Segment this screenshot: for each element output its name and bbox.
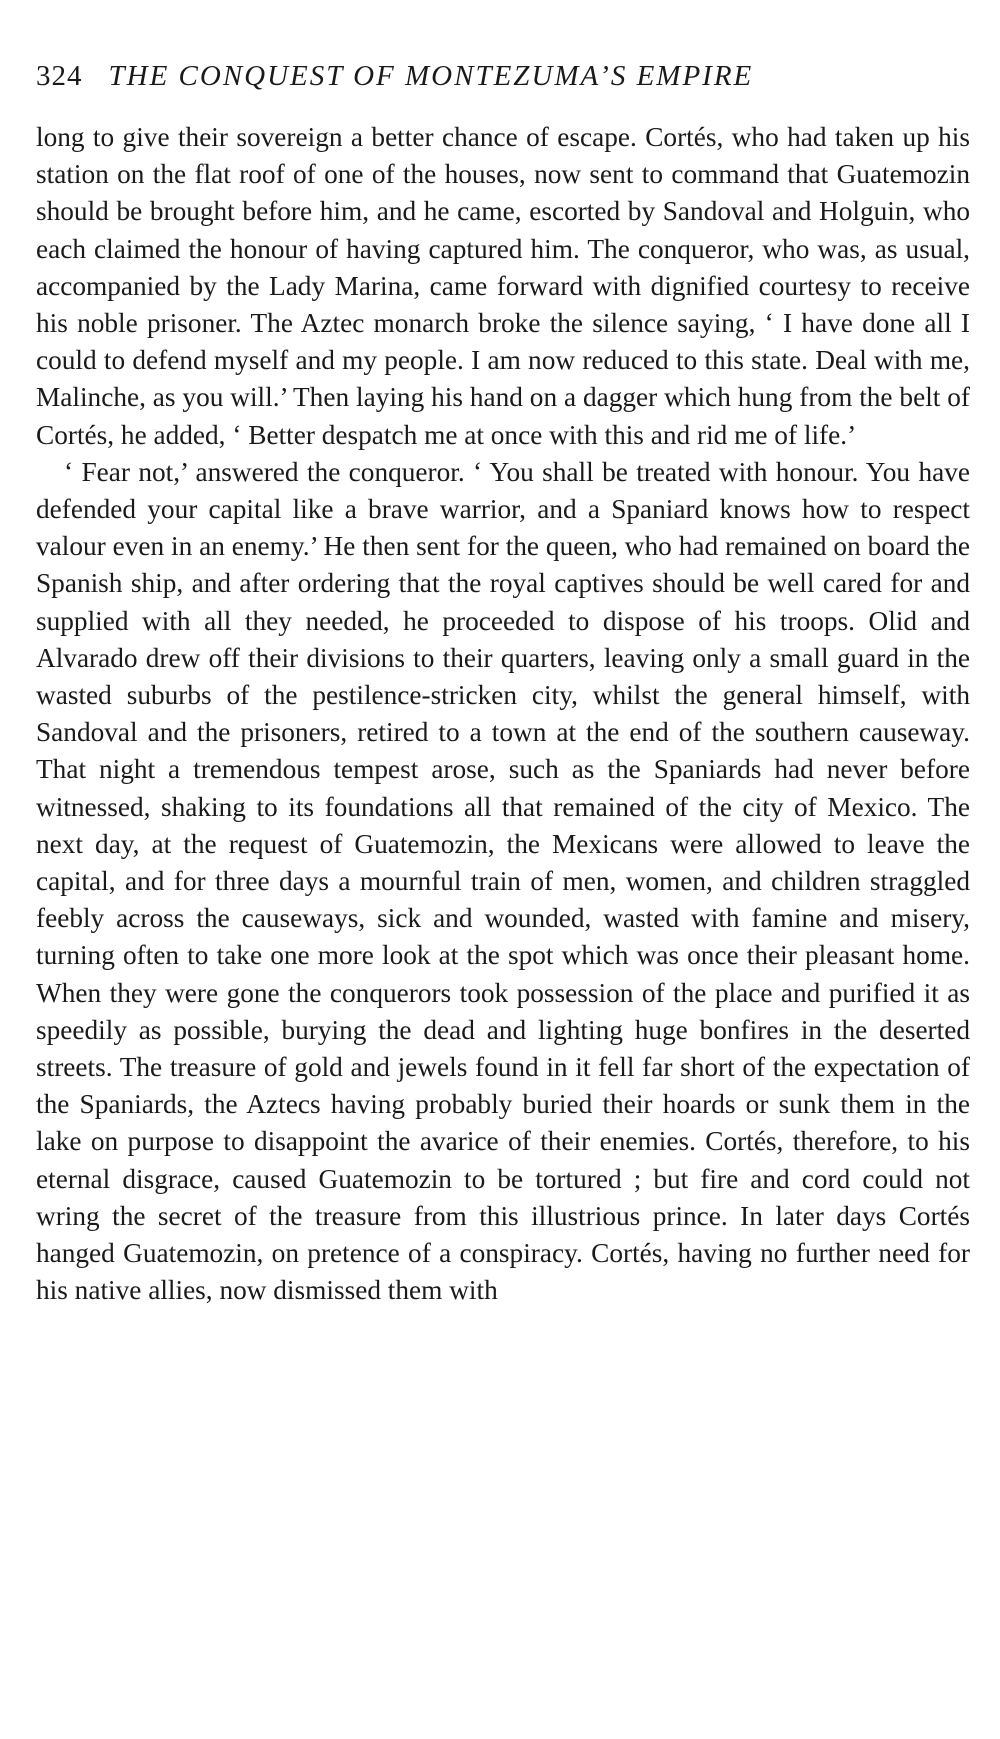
paragraph-continuation: long to give their sovereign a better chance of escape. Cortés, who had taken up his station on the flat roof of one of the houses, now sent to command that Guatemozin should be brought before him, and he came, escorted by Sandoval and Holguin, who each claimed the honour of having captured him. The conqueror, who was, as usual, accompanied by the Lady Marina, came forward with dignified courtesy to receive his noble prisoner. The Aztec monarch broke the silence saying, ‘ I have done all I could to defend myself and my people. I am now reduced to this state. Deal with me, Malinche, as you will.’ Then laying his hand on a dagger which hung from the belt of Cortés, he added, ‘ Better despatch me at once with this and rid me of life.’ [36,122,970,450]
page-number: 324 [36,60,83,92]
running-title: THE CONQUEST OF MONTEZUMA’S EMPIRE [108,60,754,92]
page-header [36,60,970,93]
book-page [36,60,970,1310]
paragraph: ‘ Fear not,’ answered the conqueror. ‘ You shall be treated with honour. You have defended your capital like a brave warrior, and a Spaniard knows how to respect valour even in an enemy.’ He then sent for the queen, who had remained on board the Spanish ship, and after ordering that the royal captives should be well cared for and supplied with all they needed, he proceeded to dispose of his troops. Olid and Alvarado drew off their divisions to their quarters, leaving only a small guard in the wasted suburbs of the pestilence-stricken city, whilst the general himself, with Sandoval and the prisoners, retired to a town at the end of the southern causeway. That night a tremendous tempest arose, such as the Spaniards had never before witnessed, shaking to its foundations all that remained of the city of Mexico. The next day, at the request of Guatemozin, the Mexicans were allowed to leave the capital, and for three days a mournful train of men, women, and children straggled feebly across the causeways, sick and wounded, wasted with famine and misery, turning often to take one more look at the spot which was once their pleasant home. When they were gone the conquerors took possession of the place and purified it as speedily as possible, burying the dead and lighting huge bonfires in the deserted streets. The treasure of gold and jewels found in it fell far short of the expectation of the Spaniards, the Aztecs having probably buried their hoards or sunk them in the lake on purpose to disappoint the avarice of their enemies. Cortés, therefore, to his eternal disgrace, caused Guatemozin to be tortured ; but fire and cord could not wring the secret of the treasure from this illustrious prince. In later days Cortés hanged Guatemozin, on pretence of a conspiracy. Cortés, having no further need for his native allies, now dismissed them with [36,456,970,1306]
body-text [36,119,970,1310]
